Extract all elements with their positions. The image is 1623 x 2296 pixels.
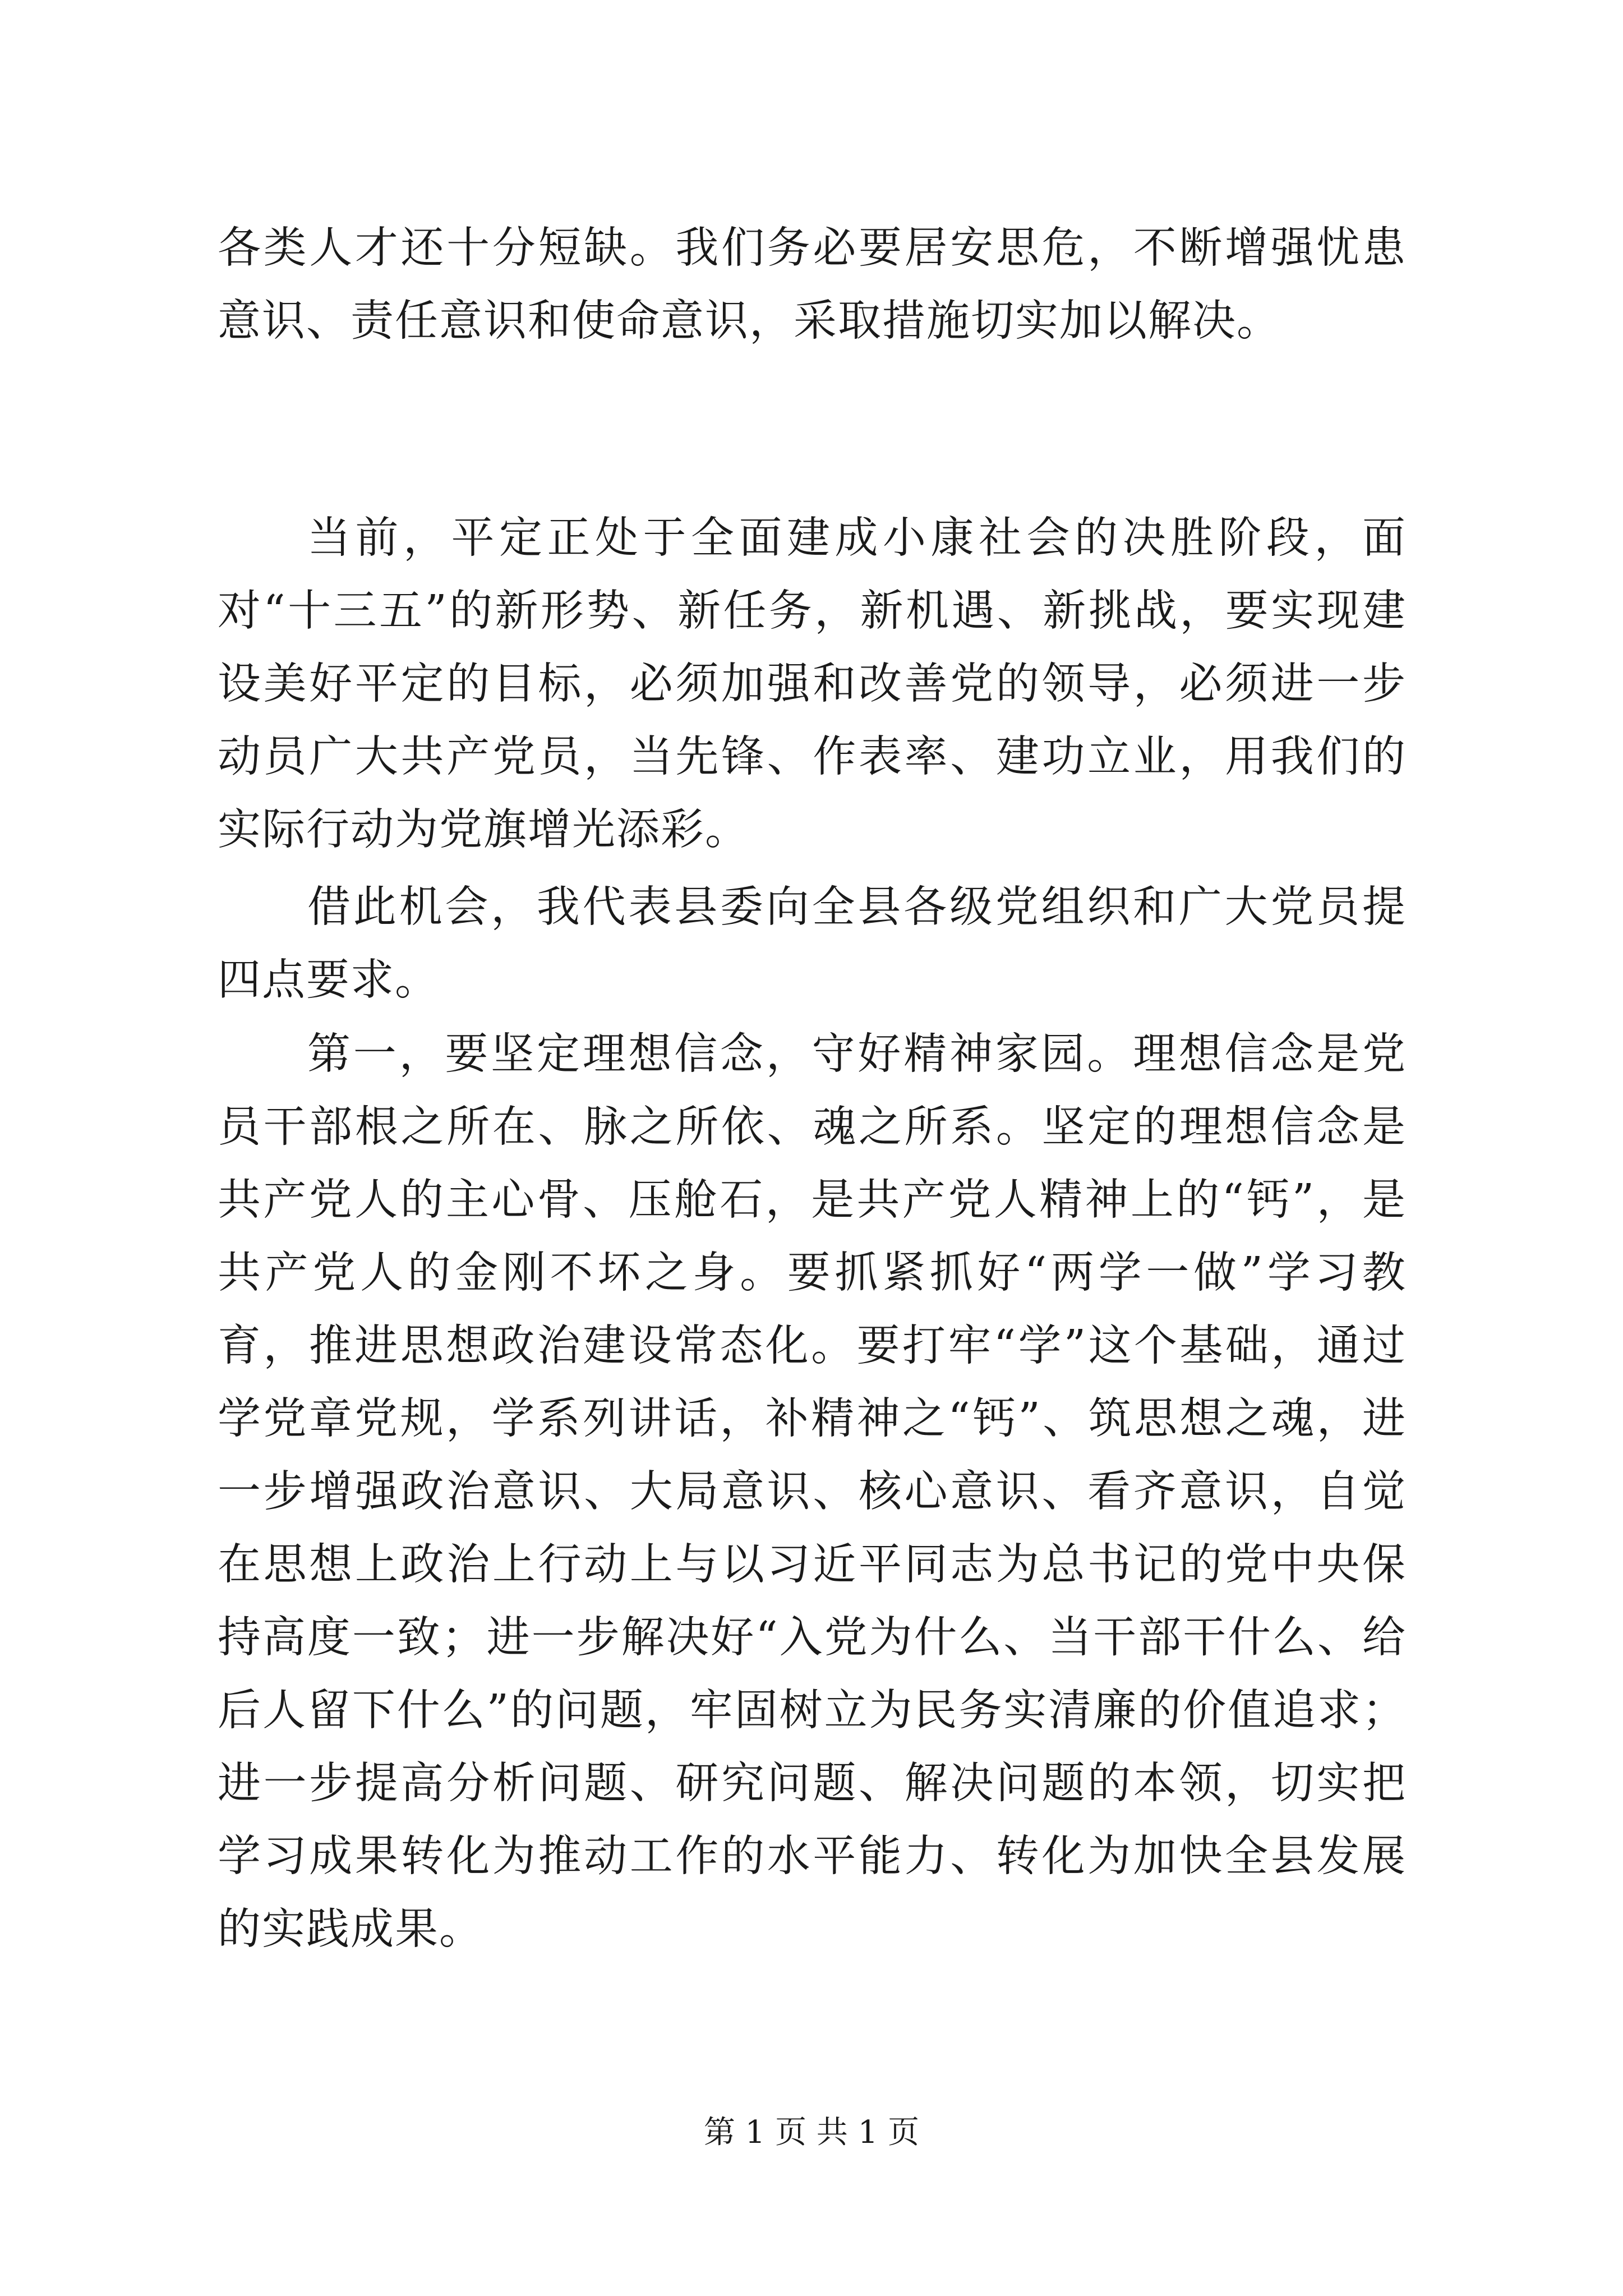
paragraph-4: 第一，要坚定理想信念，守好精神家园。理想信念是党员干部根之所在、脉之所依、魂之所系。坚定的理想信念是共产党人的主心骨、压舱石，是共产党人精神上的“钙”，是共产党人的金刚不坏之身。要抓紧抓好“两学一做”学习教育，推进思想政治建设常态化。要打牢“学”这个基础，通过学党章党规，学系列讲话，补精神之“钙”、筑思想之魂，进一步增强政治意识、大局意识、核心意识、看齐意识，自觉在思想上政治上行动上与以习近平同志为总书记的党中央保持高度一致；进一步解决好“入党为什么、当干部干什么、给后人留下什么”的问题，牢固树立为民务实清廉的价值追求；进一步提高分析问题、研究问题、解决问题的本领，切实把学习成果转化为推动工作的水平能力、转化为加快全县发展的实践成果。 — [218, 1029, 1407, 1954]
paragraph-1: 各类人才还十分短缺。我们务必要居安思危，不断增强忧患意识、责任意识和使命意识，采取措施切实加以解决。 — [218, 223, 1407, 346]
paragraph-3: 借此机会，我代表县委向全县各级党组织和广大党员提四点要求。 — [218, 882, 1407, 1005]
page-footer: 第 1 页 共 1 页 — [703, 2114, 920, 2151]
paragraph-2: 当前，平定正处于全面建成小康社会的决胜阶段，面对“十三五”的新形势、新任务，新机遇、新挑战，要实现建设美好平定的目标，必须加强和改善党的领导，必须进一步动员广大共产党员，当先锋、作表率、建功立业，用我们的实际行动为党旗增光添彩。 — [218, 513, 1407, 855]
